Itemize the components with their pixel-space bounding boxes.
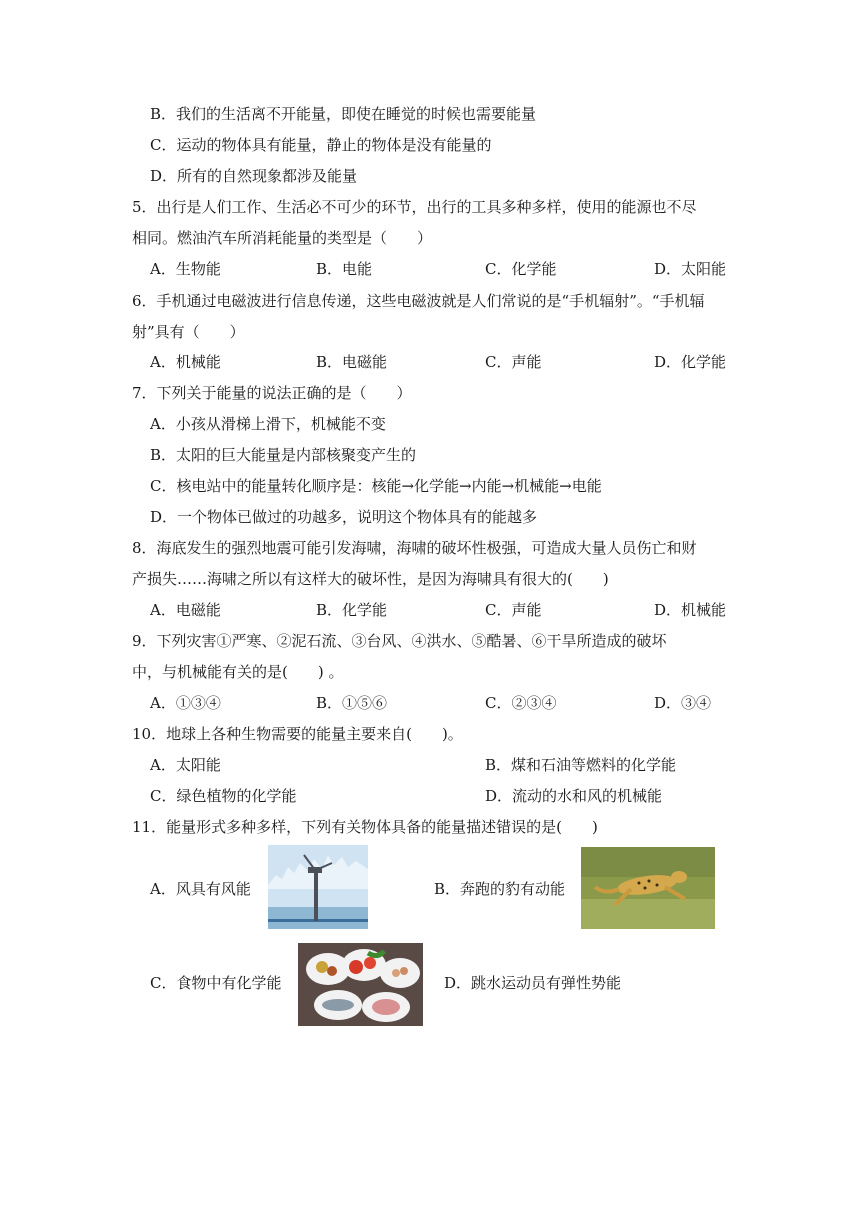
q5-option-b: B．电能 [316, 260, 373, 278]
running-cheetah-illustration [581, 847, 715, 929]
q8-stem-line2: 产损失……海啸之所以有这样大的破坏性，是因为海啸具有很大的( ) [132, 570, 609, 588]
q7-option-a: A．小孩从滑梯上滑下，机械能不变 [150, 415, 386, 433]
q6-stem-line1: 6．手机通过电磁波进行信息传递，这些电磁波就是人们常说的是“手机辐射”。“手机辐 [132, 292, 705, 310]
q11-option-b: B．奔跑的豹有动能 [434, 880, 566, 898]
wind-turbine-illustration [268, 845, 368, 929]
q8-option-b: B．化学能 [316, 601, 388, 619]
q9-stem-line1: 9．下列灾害①严寒、②泥石流、③台风、④洪水、⑤酷暑、⑥干旱所造成的破坏 [132, 632, 667, 650]
food-plates-image [298, 943, 423, 1026]
cheetah-image [581, 847, 715, 929]
q8-option-c: C．声能 [485, 601, 542, 619]
food-plates-illustration [298, 943, 423, 1026]
q5-stem-line2: 相同。燃油汽车所消耗能量的类型是（ ） [132, 229, 433, 247]
q6-stem-line2: 射”具有（ ） [132, 323, 245, 341]
q11-option-a: A．风具有风能 [150, 880, 251, 898]
q7-stem: 7．下列关于能量的说法正确的是（ ） [132, 384, 412, 402]
q7-option-b: B．太阳的巨大能量是内部核聚变产生的 [150, 446, 417, 464]
q6-option-c: C．声能 [485, 353, 542, 371]
q10-option-d: D．流动的水和风的机械能 [485, 787, 663, 805]
q7-option-d: D．一个物体已做过的功越多，说明这个物体具有的能越多 [150, 508, 538, 526]
q6-option-b: B．电磁能 [316, 353, 388, 371]
q11-option-c: C．食物中有化学能 [150, 974, 282, 992]
q4-option-d: D．所有的自然现象都涉及能量 [150, 167, 358, 185]
wind-turbine-image [268, 845, 368, 929]
q10-stem: 10．地球上各种生物需要的能量主要来自( )。 [132, 725, 463, 743]
q4-option-b: B．我们的生活离不开能量，即使在睡觉的时候也需要能量 [150, 105, 537, 123]
q11-stem: 11．能量形式多种多样，下列有关物体具备的能量描述错误的是( ) [132, 818, 598, 836]
q5-option-c: C．化学能 [485, 260, 557, 278]
q9-option-d: D．③④ [654, 694, 712, 712]
q10-option-b: B．煤和石油等燃料的化学能 [485, 756, 677, 774]
q9-option-c: C．②③④ [485, 694, 557, 712]
q6-option-a: A．机械能 [150, 353, 221, 371]
q8-option-d: D．机械能 [654, 601, 727, 619]
q9-option-b: B．①⑤⑥ [316, 694, 388, 712]
q11-option-d: D．跳水运动员有弹性势能 [444, 974, 622, 992]
q7-option-c: C．核电站中的能量转化顺序是：核能→化学能→内能→机械能→电能 [150, 477, 602, 495]
q5-stem-line1: 5．出行是人们工作、生活必不可少的环节，出行的工具多种多样，使用的能源也不尽 [132, 198, 697, 216]
q8-stem-line1: 8．海底发生的强烈地震可能引发海啸，海啸的破坏性极强，可造成大量人员伤亡和财 [132, 539, 697, 557]
q8-option-a: A．电磁能 [150, 601, 221, 619]
q6-option-d: D．化学能 [654, 353, 727, 371]
q9-option-a: A．①③④ [150, 694, 221, 712]
q5-option-d: D．太阳能 [654, 260, 727, 278]
q9-stem-line2: 中，与机械能有关的是( ) 。 [132, 663, 344, 681]
q10-option-c: C．绿色植物的化学能 [150, 787, 297, 805]
q4-option-c: C．运动的物体具有能量，静止的物体是没有能量的 [150, 136, 492, 154]
q10-option-a: A．太阳能 [150, 756, 221, 774]
q5-option-a: A．生物能 [150, 260, 221, 278]
